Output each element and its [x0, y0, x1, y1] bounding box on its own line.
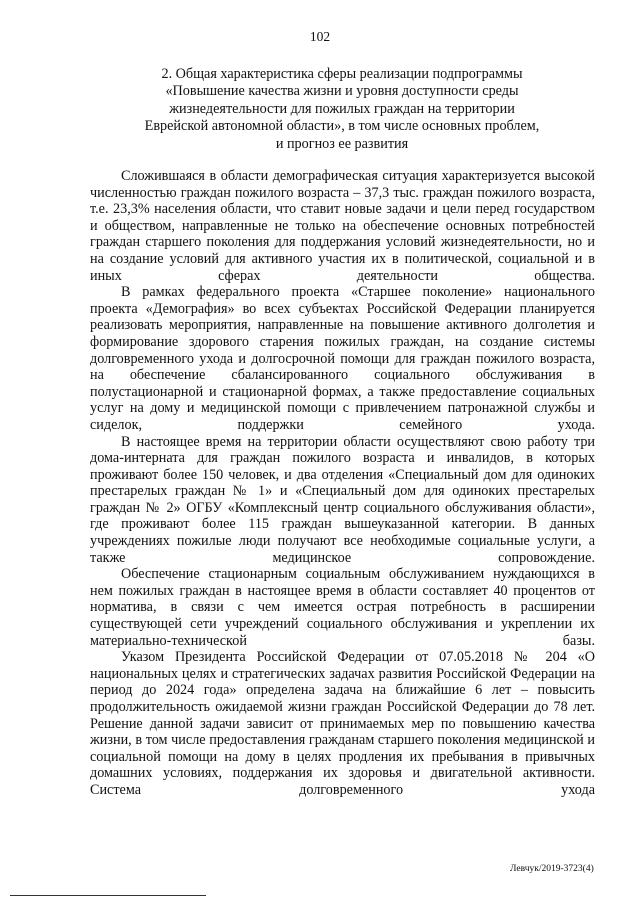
page-number: 102: [309, 29, 331, 44]
paragraph-presidential-decree: Указом Президента Российской Федерации от 07.05.2018 № 204 «О национальных целях и стратегических задачах развития Российской Федерации на период до 2024 года» определена задача на ближайшие 6 лет – повысить продолжительность ожидаемой жизни граждан Российской Федерации до 78 лет. Решение данной задачи зависит от принимаемых мер по повышению качества жизни, в том числе предоставления гражданам старшего поколения медицинской и социальной помощи на дому в целях продления их пребывания в привычных домашних условиях, поддержания их здоровья и двигательной активности. Система долговременного ухода: [90, 649, 595, 798]
document-code: Левчук/2019-3723(4): [510, 864, 594, 874]
paragraph-federal-project: В рамках федерального проекта «Старшее поколение» национального проекта «Демография» во всех субъектах Российской Федерации планируется реализовать мероприятия, направленные на повышение активного долголетия и формирование здорового старения пожилых граждан, на создание системы долговременного ухода и долгосрочной помощи для граждан пожилого возраста, на обеспечение сбалансированного социального обслуживания в полустационарной и стационарной формах, а также предоставление социальных услуг на дому и медицинской помощи с привлечением патронажной службы и сиделок, поддержки семейного ухода.: [90, 284, 595, 433]
paragraph-boarding-homes: В настоящее время на территории области осуществляют свою работу три дома-интерната для граждан пожилого возраста и инвалидов, в которых проживают более 150 человек, и два отделения «Специальный дом для одиноких престарелых граждан № 1» и «Специальный дом для одиноких престарелых граждан № 2» ОГБУ «Комплексный центр социального обслуживания области», где проживают более 115 граждан вышеуказанной категории. В данных учреждениях пожилые люди получают все необходимые социальные услуги, а также медицинское сопровождение.: [90, 433, 595, 566]
scan-edge-line: [10, 895, 206, 896]
title-line: и прогноз ее развития: [275, 135, 409, 152]
body-text: [90, 168, 595, 799]
section-title: [90, 66, 594, 153]
title-line: 2. Общая характеристика сферы реализации подпрограммы: [161, 66, 523, 82]
title-line: жизнедеятельности для пожилых граждан на территории: [169, 100, 515, 117]
title-line: «Повышение качества жизни и уровня доступности среды: [165, 83, 519, 100]
paragraph-inpatient-service: Обеспечение стационарным социальным обслуживанием нуждающихся в нем пожилых граждан в настоящее время в области составляет 40 процентов от норматива, в связи с чем имеется острая потребность в расширении существующей сети учреждений социального обслуживания и укреплении их материально-технической базы.: [90, 566, 595, 649]
paragraph-demographic-situation: Сложившаяся в области демографическая ситуация характеризуется высокой численностью граждан пожилого возраста – 37,3 тыс. граждан пожилого возраста, т.е. 23,3% населения области, что ставит новые задачи и цели перед государством и обществом, направленные не только на обеспечение основных потребностей граждан старшего поколения для поддержания условий жизнедеятельности, но и на создание условий для активного участия их в политической, социальной и в иных сферах деятельности общества.: [90, 168, 595, 284]
title-line: Еврейской автономной области», в том числе основных проблем,: [144, 118, 540, 135]
